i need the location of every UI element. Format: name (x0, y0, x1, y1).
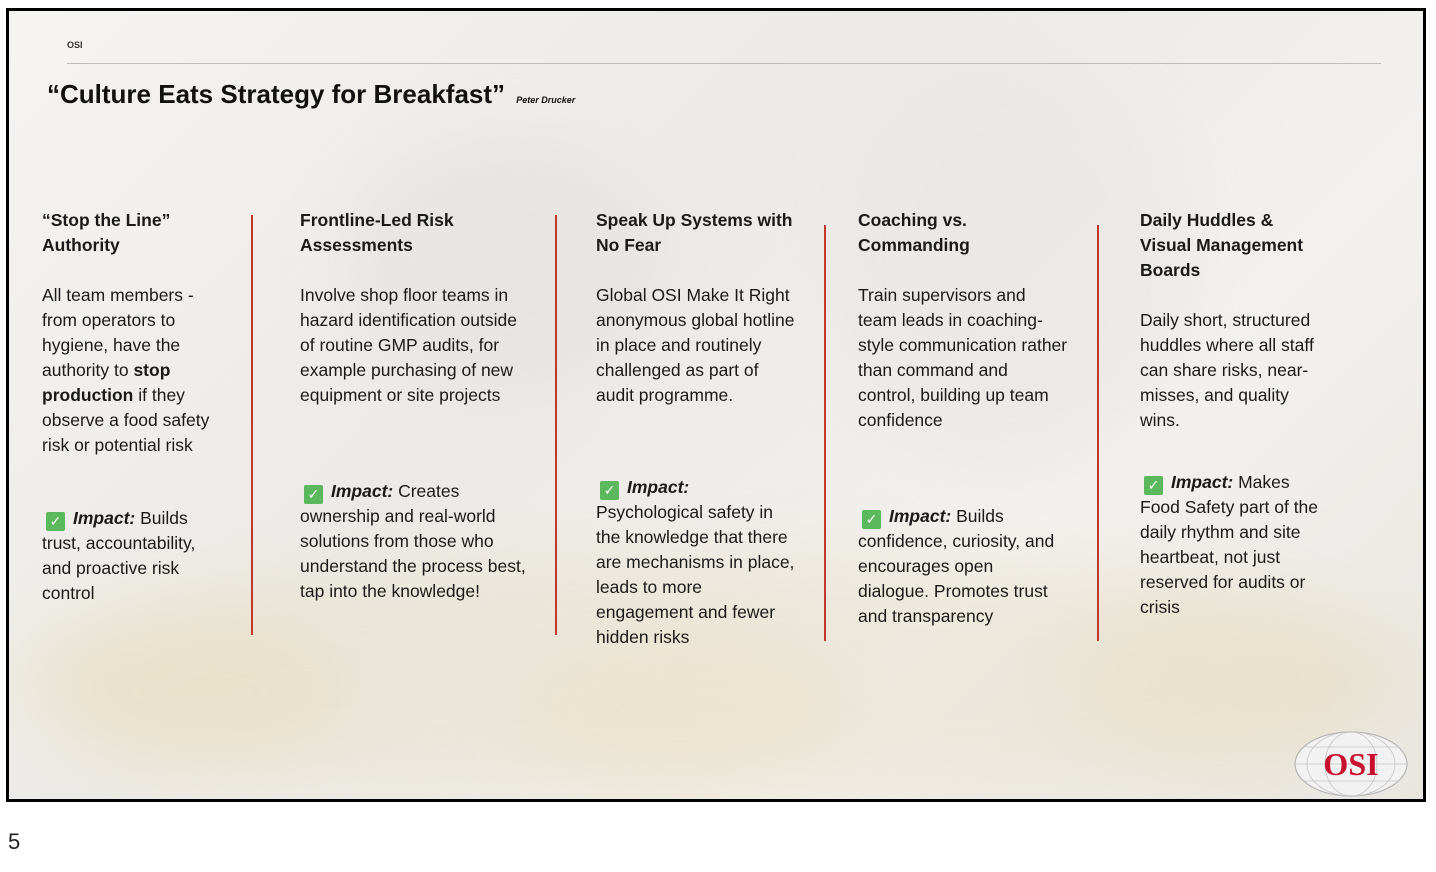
column-heading: Frontline-Led Risk Assessments (300, 210, 454, 255)
column-body: Involve shop floor teams in hazard identification outside of routine GMP audits, for example purchasing of new equipment or site projects (300, 285, 517, 405)
impact-statement (596, 475, 801, 650)
impact-text: Makes Food Safety part of the daily rhythm and site heartbeat, not just reserved for audits or crisis (1140, 472, 1319, 617)
impact-text: Psychological safety in the knowledge that there are mechanisms in place, leads to more engagement and fewer hidden risks (596, 502, 795, 647)
column-frontline-risk (300, 208, 535, 604)
column-heading: “Stop the Line” Authority (42, 210, 171, 255)
impact-label: Impact: (889, 506, 952, 526)
impact-text: Builds confidence, curiosity, and encourages open dialogue. Promotes trust and transparency (858, 506, 1055, 626)
column-coaching (858, 208, 1068, 629)
impact-statement (1140, 470, 1325, 620)
column-body: Train supervisors and team leads in coaching-style communication rather than command and control, building up team confidence (858, 285, 1068, 430)
column-divider (251, 215, 253, 635)
impact-text: Builds trust, accountability, and proactive risk control (42, 508, 196, 603)
column-heading: Daily Huddles & Visual Management Boards (1140, 210, 1304, 280)
column-speak-up (596, 208, 801, 650)
column-stop-the-line (42, 208, 222, 606)
impact-statement (858, 504, 1068, 629)
osi-logo (1291, 729, 1411, 799)
impact-statement (42, 506, 222, 606)
column-divider (1097, 225, 1099, 641)
check-icon: ✓ (1144, 476, 1163, 495)
header-divider (67, 63, 1381, 64)
body-text: All team members - from operators to hygiene, have the authority to (42, 285, 194, 380)
column-body (42, 283, 222, 458)
logo-text: OSI (1323, 746, 1379, 782)
check-icon: ✓ (600, 481, 619, 500)
slide-title (47, 79, 575, 110)
impact-text: Creates ownership and real-world solutions from those who understand the process best, tap into the knowledge! (300, 481, 526, 601)
body-text: if they observe a food safety risk or potential risk (42, 385, 210, 455)
check-icon: ✓ (862, 510, 881, 529)
slide (6, 8, 1426, 802)
column-divider (824, 225, 826, 641)
column-body: Global OSI Make It Right anonymous global hotline in place and routinely challenged as part of audit programme. (596, 285, 795, 405)
background-photo (509, 631, 849, 781)
column-daily-huddles (1140, 208, 1325, 620)
check-icon: ✓ (46, 512, 65, 531)
header-label: OSI (67, 40, 83, 50)
column-heading: Speak Up Systems with No Fear (596, 210, 793, 255)
background-photo (49, 611, 349, 771)
impact-label: Impact: (73, 508, 136, 528)
column-divider (555, 215, 557, 635)
page-number: 5 (8, 829, 21, 854)
impact-label: Impact: (627, 477, 690, 497)
check-icon: ✓ (304, 485, 323, 504)
impact-statement (300, 479, 535, 604)
column-body: Daily short, structured huddles where all staff can share risks, near-misses, and quality wins. (1140, 310, 1314, 430)
body-emphasis: stop production (42, 360, 171, 405)
title-author: Peter Drucker (516, 95, 576, 105)
title-text: “Culture Eats Strategy for Breakfast” (47, 79, 506, 109)
impact-label: Impact: (1171, 472, 1234, 492)
impact-label: Impact: (331, 481, 394, 501)
column-heading: Coaching vs. Commanding (858, 210, 970, 255)
